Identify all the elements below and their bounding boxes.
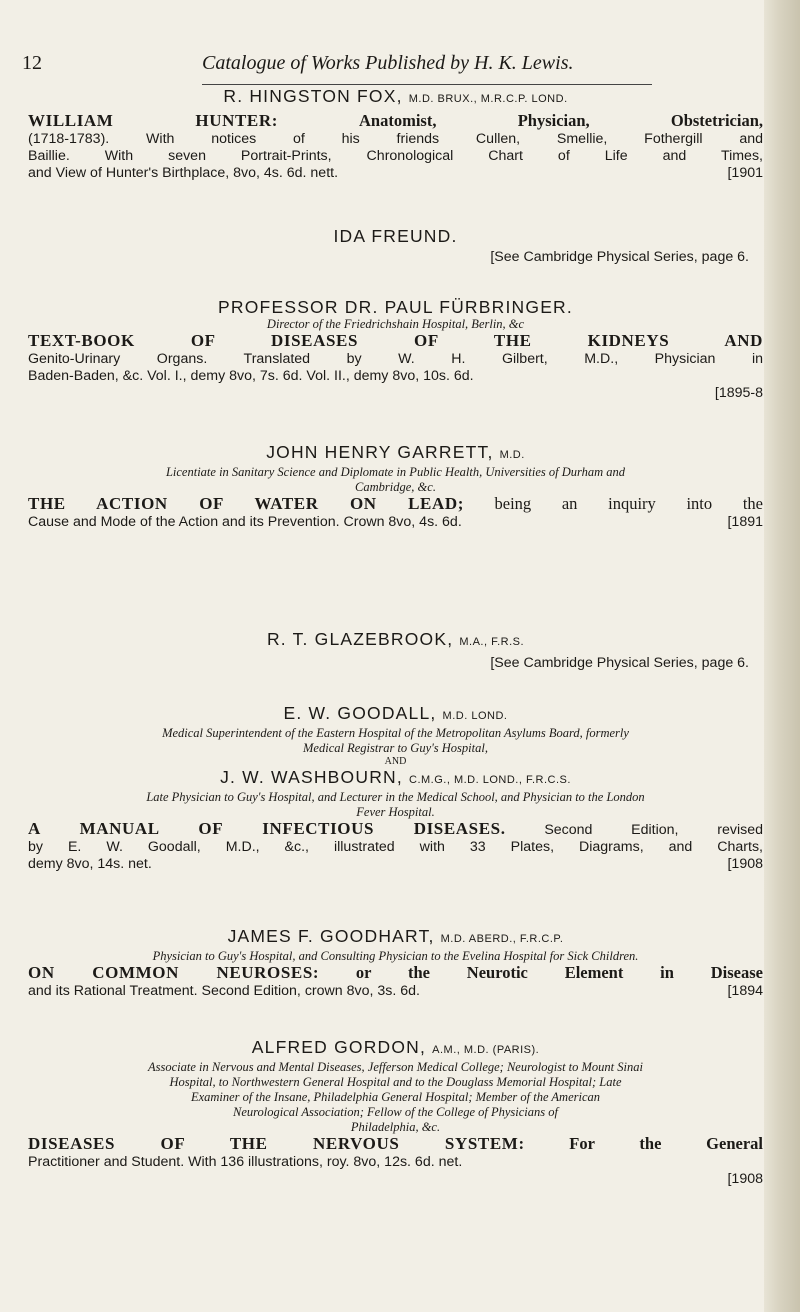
entry-glazebrook [28,629,763,671]
publication-year: [1894 [727,983,763,999]
entry-text: DISEASES OF THE NERVOUS SYSTEM: For the General Practitioner and Student. With 136 illustrations, roy. 8vo, 12s. 6d. net. [1908 [28,1134,763,1187]
page-header [22,52,762,80]
entry-furbringer [28,297,763,402]
header-rule [202,84,652,85]
publication-year: [1901 [727,165,763,181]
author-name: R. T. GLAZEBROOK, M.A., F.R.S. [266,629,525,649]
publication-year: [1908 [727,856,763,872]
entry-gordon [28,1037,763,1188]
catalogue-page [22,0,782,1312]
entry-text: THE ACTION OF WATER ON LEAD; being an inquiry into the Cause and Mode of the Action and its Prevention. Crown 8vo, 4s. 6d. [1891 [28,494,763,530]
page-title: Catalogue of Works Published by H. K. Lewis. [202,52,574,74]
page-number: 12 [22,52,42,74]
entry-garrett [28,442,763,531]
author-name: JOHN HENRY GARRETT, M.D. [266,442,525,462]
entry-text: ON COMMON NEUROSES: or the Neurotic Element in Disease and its Rational Treatment. Second Edition, crown 8vo, 3s. 6d. [1894 [28,963,763,999]
entry-text: WILLIAM HUNTER: Anatomist, Physician, Obstetrician, (1718-1783). With notices of his friends Cullen, Smellie, Fothergill and Baillie. With seven Portrait-Prints, Chronological Chart of Life and Times, and View of Hunter's Birthplace, 8vo, 4s. 6d. nett. [1901 [28,111,763,181]
second-author-affiliation: Late Physician to Guy's Hospital, and Lecturer in the Medical School, and Physician to the London Fever Hospital. [146,790,645,819]
author-affiliation: Director of the Friedrichshain Hospital, Berlin, &c [266,317,525,331]
cross-reference: [See Cambridge Physical Series, page 6. [490,655,749,671]
publication-year: [1895-8 [714,385,763,401]
author-affiliation: Medical Superintendent of the Eastern Hospital of the Metropolitan Asylums Board, formerly Medical Registrar to Guy's Hospital, [162,726,629,755]
entry-fox [28,86,763,182]
entry-text: A MANUAL OF INFECTIOUS DISEASES. Second Edition, revised by E. W. Goodall, M.D., &c., illustrated with 33 Plates, Diagrams, and Charts, demy 8vo, 14s. net. [1908 [28,819,763,872]
publication-year: [1891 [727,514,763,530]
publication-year: [1908 [727,1171,763,1187]
and-separator: AND [384,756,407,767]
entry-freund [28,226,763,265]
author-name: R. HINGSTON FOX, M.D. BRUX., M.R.C.P. LOND. [223,86,568,106]
author-name: ALFRED GORDON, A.M., M.D. (PARIS). [251,1037,540,1057]
author-affiliation: Physician to Guy's Hospital, and Consulting Physician to the Evelina Hospital for Sick Children. [152,949,639,963]
entry-goodall-washbourn [28,703,763,873]
author-affiliation: Licentiate in Sanitary Science and Diplomate in Public Health, Universities of Durham and Cambridge, &c. [165,465,626,494]
entry-text: TEXT-BOOK OF DISEASES OF THE KIDNEYS AND Genito-Urinary Organs. Translated by W. H. Gilbert, M.D., Physician in Baden-Baden, &c. Vol. I., demy 8vo, 7s. 6d. Vol. II., demy 8vo, 10s. 6d. [1895-8 [28,331,763,401]
second-author-name: J. W. WASHBOURN, C.M.G., M.D. LOND., F.R.C.S. [220,767,571,787]
author-name: E. W. GOODALL, M.D. LOND. [283,703,508,723]
entry-goodhart [28,926,763,1000]
author-affiliation: Associate in Nervous and Mental Diseases, Jefferson Medical College; Neurologist to Mount Sinai Hospital, to Northwestern General Hospital and to the Douglass Memorial Hospital; Late Examiner of the Insane, Philadelphia General Hospital; Member of the American Neurological Association; Fellow of the College of Physicians of Philadelphia, &c. [148,1060,643,1134]
author-name: IDA FREUND. [333,226,458,246]
cross-reference: [See Cambridge Physical Series, page 6. [490,249,749,265]
author-name: JAMES F. GOODHART, M.D. ABERD., F.R.C.P. [227,926,564,946]
author-name: PROFESSOR DR. PAUL FÜRBRINGER. [218,297,573,317]
